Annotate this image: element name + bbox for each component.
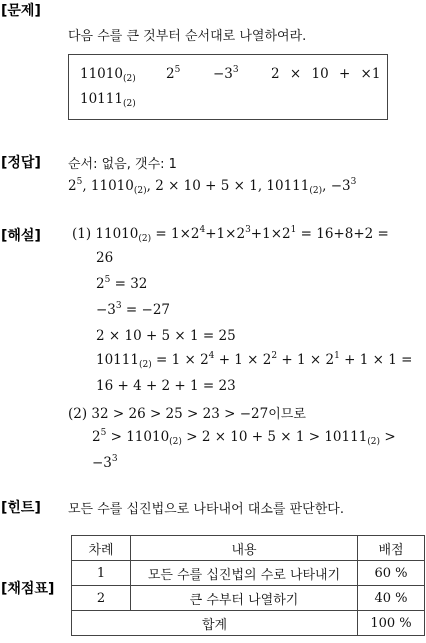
item-d: 2 × 10 + ×1 [271, 66, 381, 82]
header-content: 내용 [131, 536, 358, 561]
problem-instruction: 다음 수를 큰 것부터 순서대로 나열하여라. [68, 29, 307, 44]
solution-step3: $-3^3 = -27$ [96, 301, 171, 318]
solution-label: [해설] [1, 228, 41, 244]
solution-step2: $2^5 = 32$ [96, 275, 148, 292]
solution-step8: $-3^3$ [92, 454, 118, 471]
hint-text: 모든 수를 십진법으로 나타내어 대소를 판단한다. [68, 502, 344, 517]
solution-step4: 2 × 10 + 5 × 1 = 25 [96, 328, 236, 344]
header-order: 차례 [72, 536, 131, 561]
scoring-table [71, 535, 425, 636]
row-points: 40 % [358, 586, 425, 611]
answer-line1: 순서: 없음, 갯수: 1 [68, 157, 177, 172]
solution-step1-result: 26 [96, 250, 114, 266]
item-a: $11010_{(2)}$ [80, 66, 136, 84]
total-row [72, 611, 425, 636]
solution-step1: (1) $11010_{(2)} = 1\times 2^4+1\times 2^3+1\times 2^1 = 16+8+2$ = [72, 225, 389, 244]
table-row [72, 561, 425, 586]
header-points: 배점 [358, 536, 425, 561]
row-points: 60 % [358, 561, 425, 586]
item-b: $2^5$ [166, 65, 181, 82]
table-row [72, 586, 425, 611]
row-content: 모든 수를 십진법의 수로 나타내기 [131, 561, 358, 586]
item-c: $-3^3$ [213, 65, 239, 82]
scoring-header-row [72, 536, 425, 561]
row-content: 큰 수부터 나열하기 [131, 586, 358, 611]
total-points: 100 % [358, 611, 425, 636]
answer-label: [정답] [1, 155, 41, 171]
row-no: 1 [72, 561, 131, 586]
solution-step5-result: 16 + 4 + 2 + 1 = 23 [96, 378, 236, 394]
hint-label: [힌트] [1, 500, 41, 516]
problem-items-box [68, 54, 388, 120]
solution-step7: $2^5 > 11010_{(2)} > 2 \times 10 + 5 \times 1 > 10111_{(2)}$ > [92, 428, 396, 447]
scoring-label: [채점표] [1, 581, 55, 597]
answer-line2: $2^5$, $11010_{(2)}$, 2 × 10 + 5 × 1, $10111_{(2)}$, $-3^3$ [68, 177, 357, 196]
item-e: $10111_{(2)}$ [80, 91, 136, 109]
problem-label: [문제] [1, 3, 41, 19]
total-label: 합계 [72, 611, 358, 636]
solution-step6: (2) 32 > 26 > 25 > 23 > −27이므로 [68, 406, 306, 422]
solution-step5: $10111_{(2)} = 1 \times 2^4 + 1 \times 2^2 + 1 \times 2^1 + 1 \times 1$ = [96, 351, 413, 370]
row-no: 2 [72, 586, 131, 611]
